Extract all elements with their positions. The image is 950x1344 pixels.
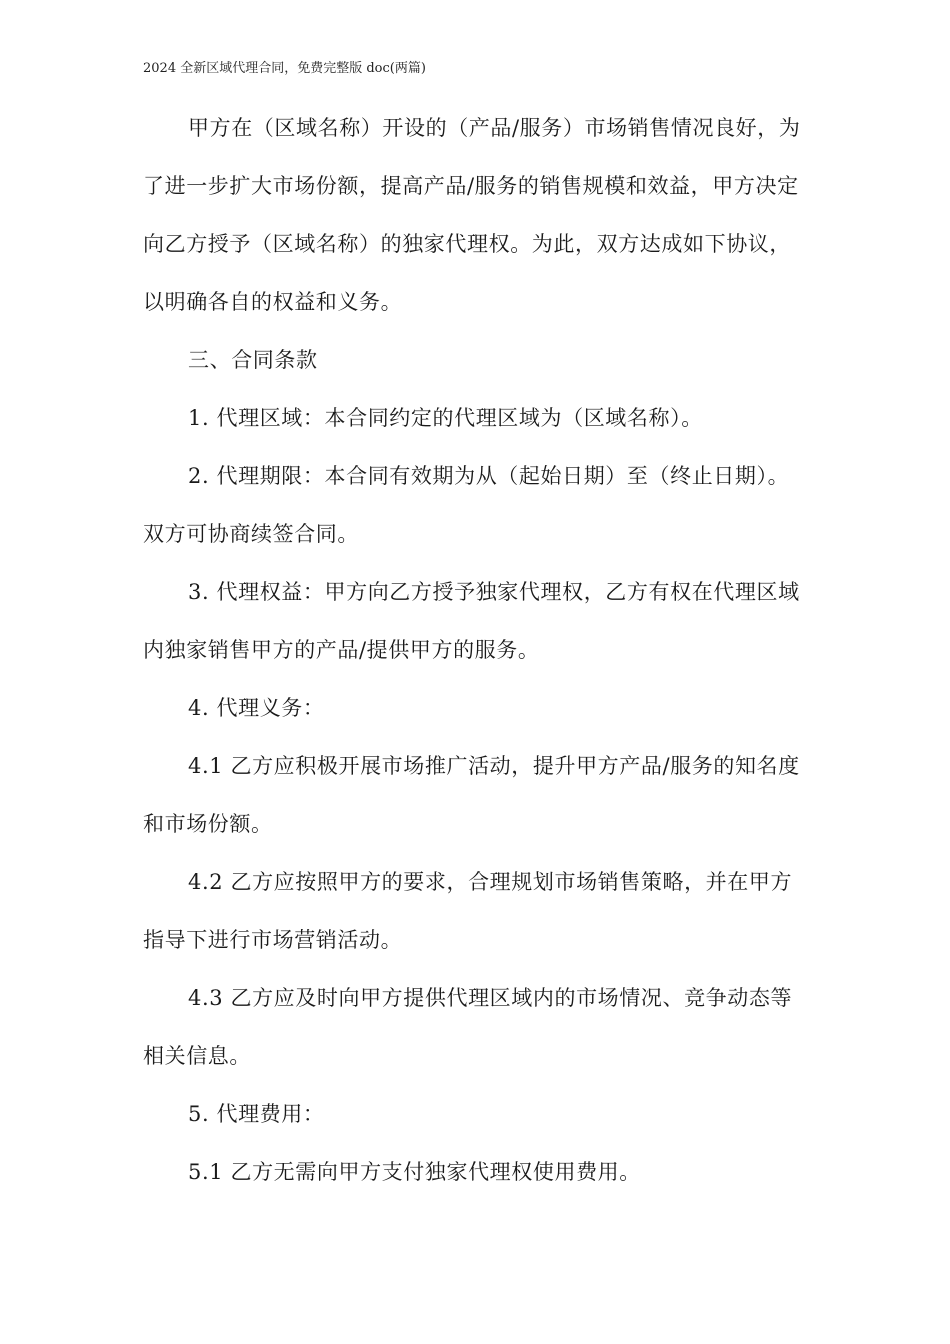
clause-agency-rights: 3. 代理权益：甲方向乙方授予独家代理权，乙方有权在代理区域内独家销售甲方的产品/提供甲方的服务。 [143, 580, 800, 662]
document-body [143, 99, 807, 1201]
clause-agency-fees: 5. 代理费用： [188, 1102, 325, 1126]
clause-obligation-4-1: 4.1 乙方应积极开展市场推广活动，提升甲方产品/服务的知名度和市场份额。 [143, 754, 800, 836]
clause-obligation-4-3: 4.3 乙方应及时向甲方提供代理区域内的市场情况、竞争动态等相关信息。 [143, 986, 793, 1068]
clause-agency-term: 2. 代理期限：本合同有效期为从（起始日期）至（终止日期）。双方可协商续签合同。 [143, 464, 790, 546]
intro-paragraph: 甲方在（区域名称）开设的（产品/服务）市场销售情况良好，为了进一步扩大市场份额，提高产品/服务的销售规模和效益，甲方决定向乙方授予（区域名称）的独家代理权。为此，双方达成如下协议，以明确各自的权益和义务。 [143, 116, 801, 314]
page-header: 2024 全新区域代理合同，免费完整版 doc(两篇) [143, 61, 426, 76]
clause-obligation-4-2: 4.2 乙方应按照甲方的要求，合理规划市场销售策略，并在甲方指导下进行市场营销活动。 [143, 870, 793, 952]
clause-agency-region: 1. 代理区域：本合同约定的代理区域为（区域名称）。 [188, 406, 703, 430]
clause-agency-obligations: 4. 代理义务： [188, 696, 325, 720]
section-heading-contract-terms: 三、合同条款 [188, 348, 318, 372]
clause-fee-5-1: 5.1 乙方无需向甲方支付独家代理权使用费用。 [188, 1160, 641, 1184]
